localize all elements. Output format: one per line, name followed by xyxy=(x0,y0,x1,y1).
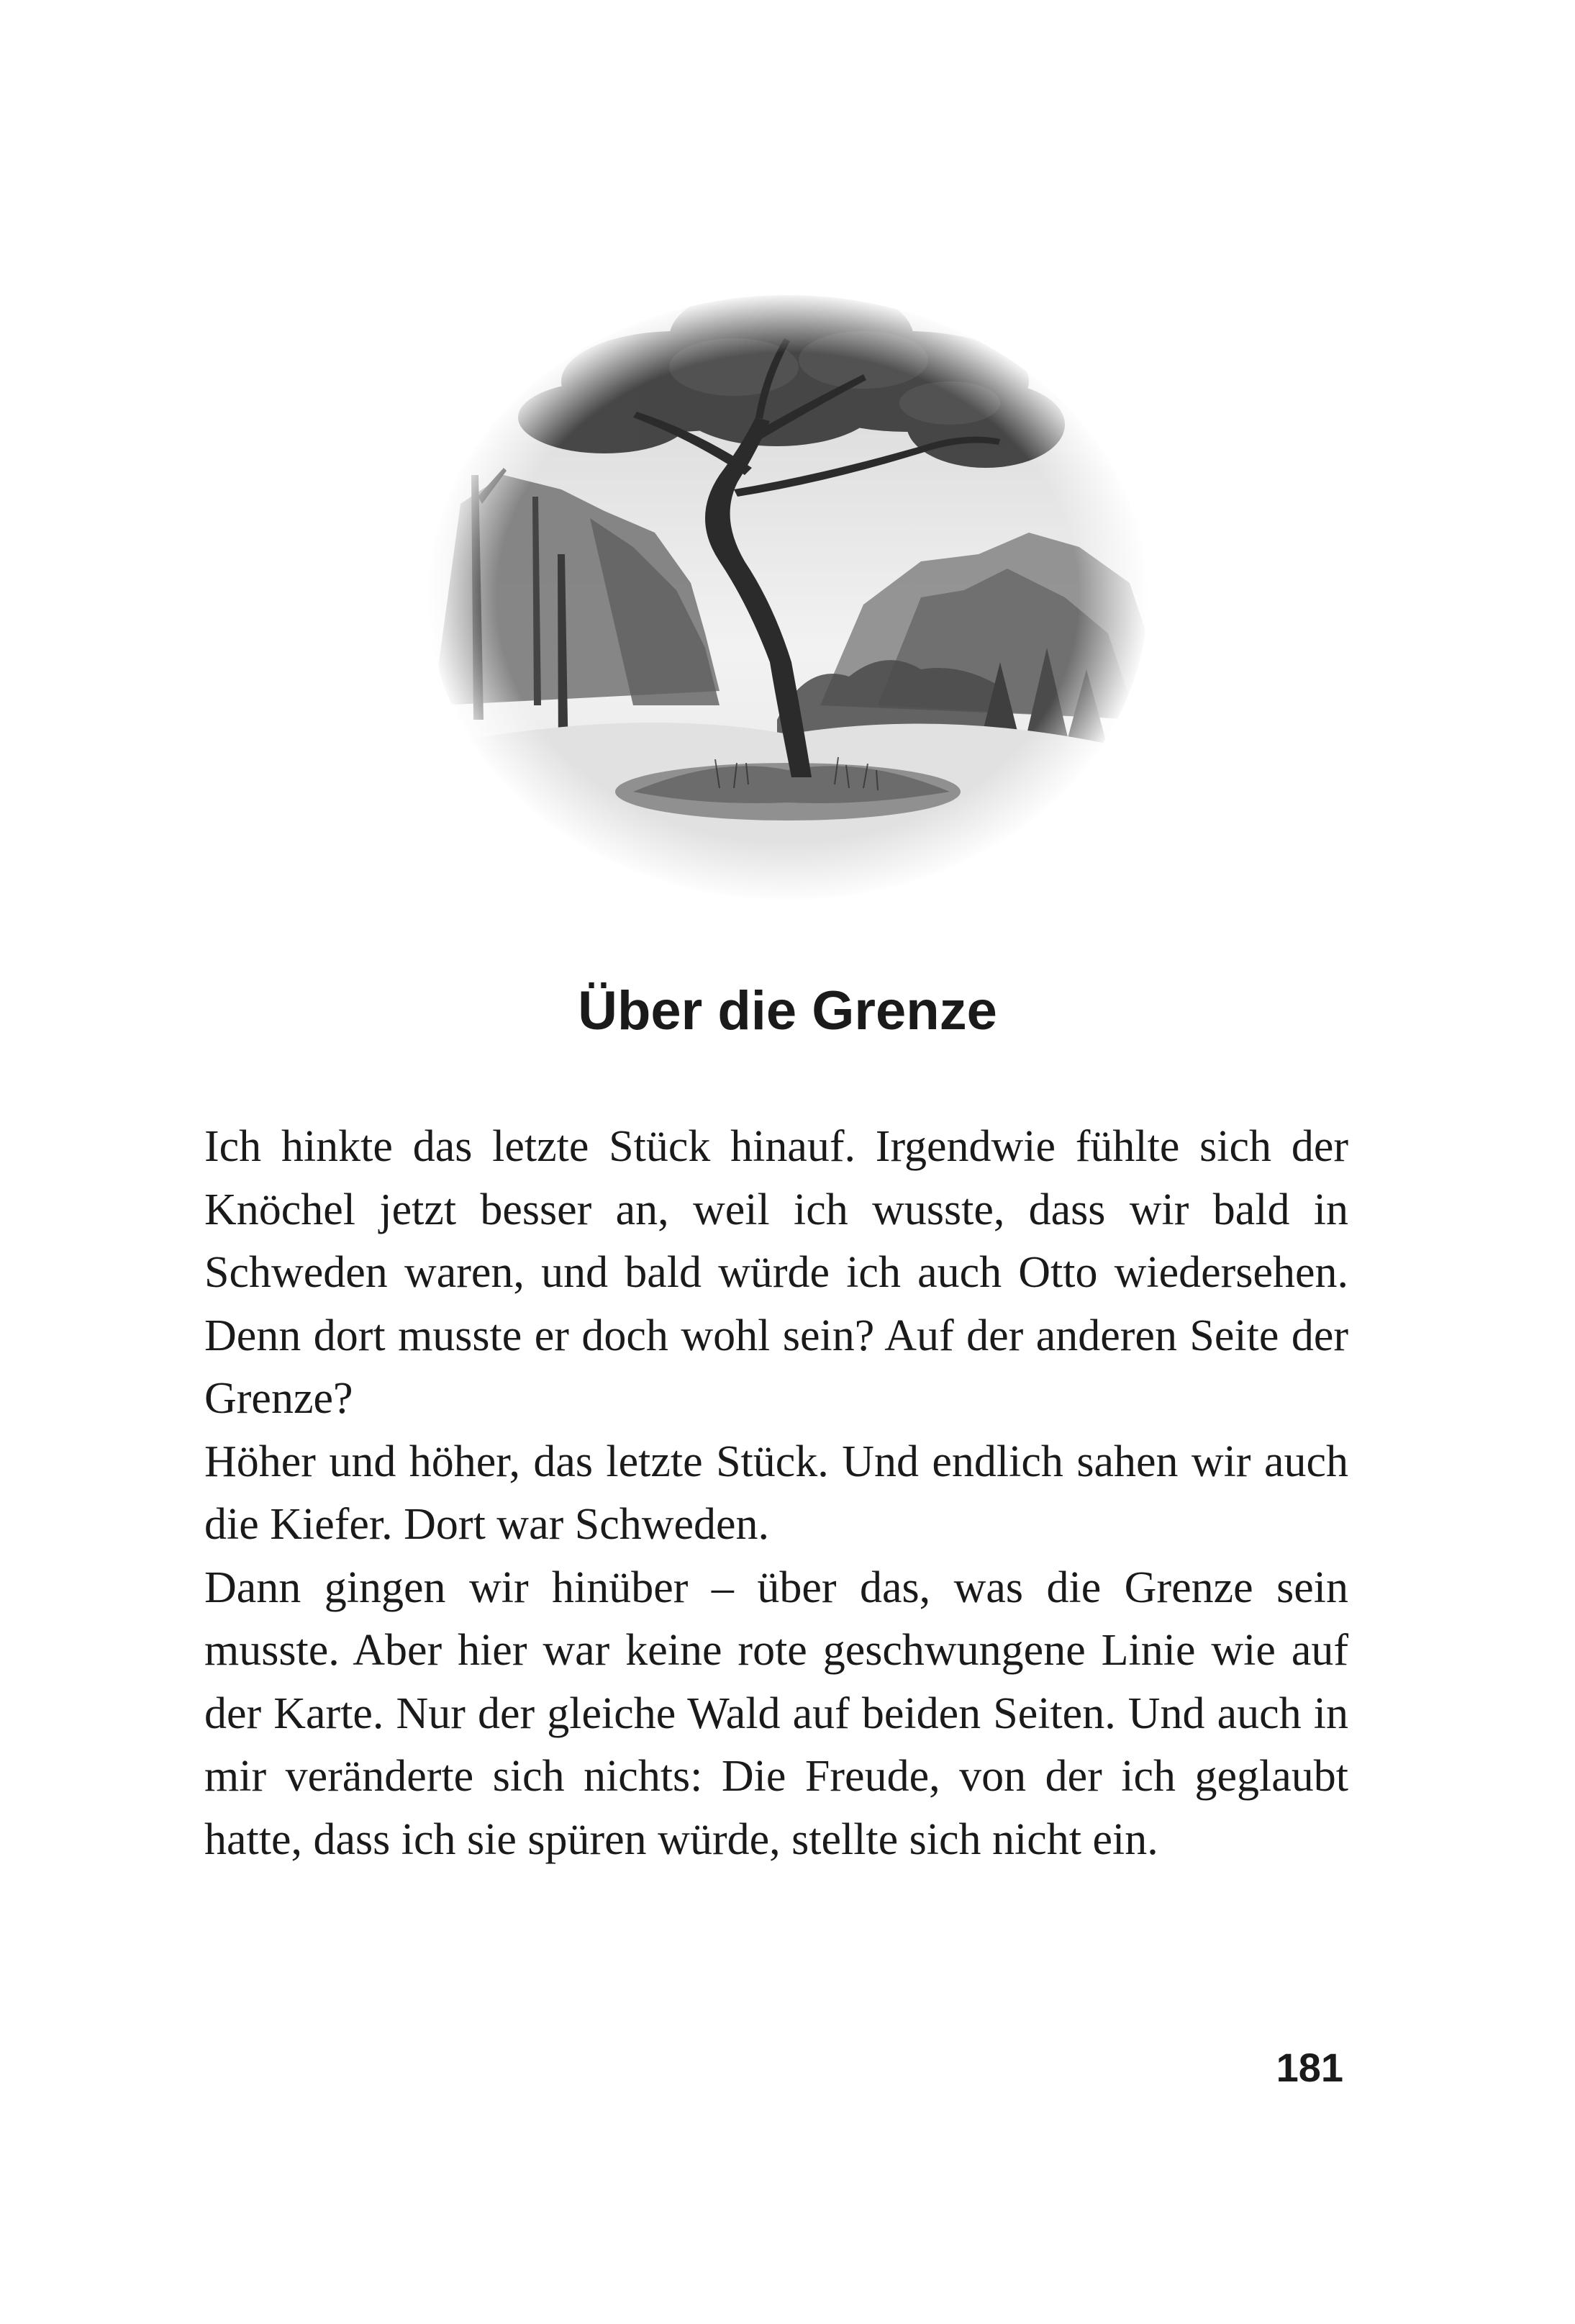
chapter-title: Über die Grenze xyxy=(578,980,997,1041)
body-text xyxy=(204,1116,1348,1871)
tree-landscape-illustration xyxy=(417,259,1158,907)
page-number: 181 xyxy=(1276,2045,1343,2090)
paragraph-2: Höher und höher, das letzte Stück. Und endlich sahen wir auch die Kiefer. Dort war Schweden. xyxy=(204,1437,1348,1549)
paragraph-1: Ich hinkte das letzte Stück hinauf. Irgendwie fühlte sich der Knöchel jetzt besser an, weil ich wusste, dass wir bald in Schweden waren, und bald würde ich auch Otto wiedersehen. Denn dort musste er doch wohl sein? Auf der anderen Seite der Grenze? xyxy=(204,1122,1348,1423)
paragraph-3: Dann gingen wir hinüber – über das, was die Grenze sein musste. Aber hier war keine rote geschwungene Linie wie auf der Karte. Nur der gleiche Wald auf beiden Seiten. Und auch in mir veränderte sich nichts: Die Freude, von der ich geglaubt hatte, dass ich sie spüren würde, stellte sich nicht ein. xyxy=(204,1563,1348,1864)
